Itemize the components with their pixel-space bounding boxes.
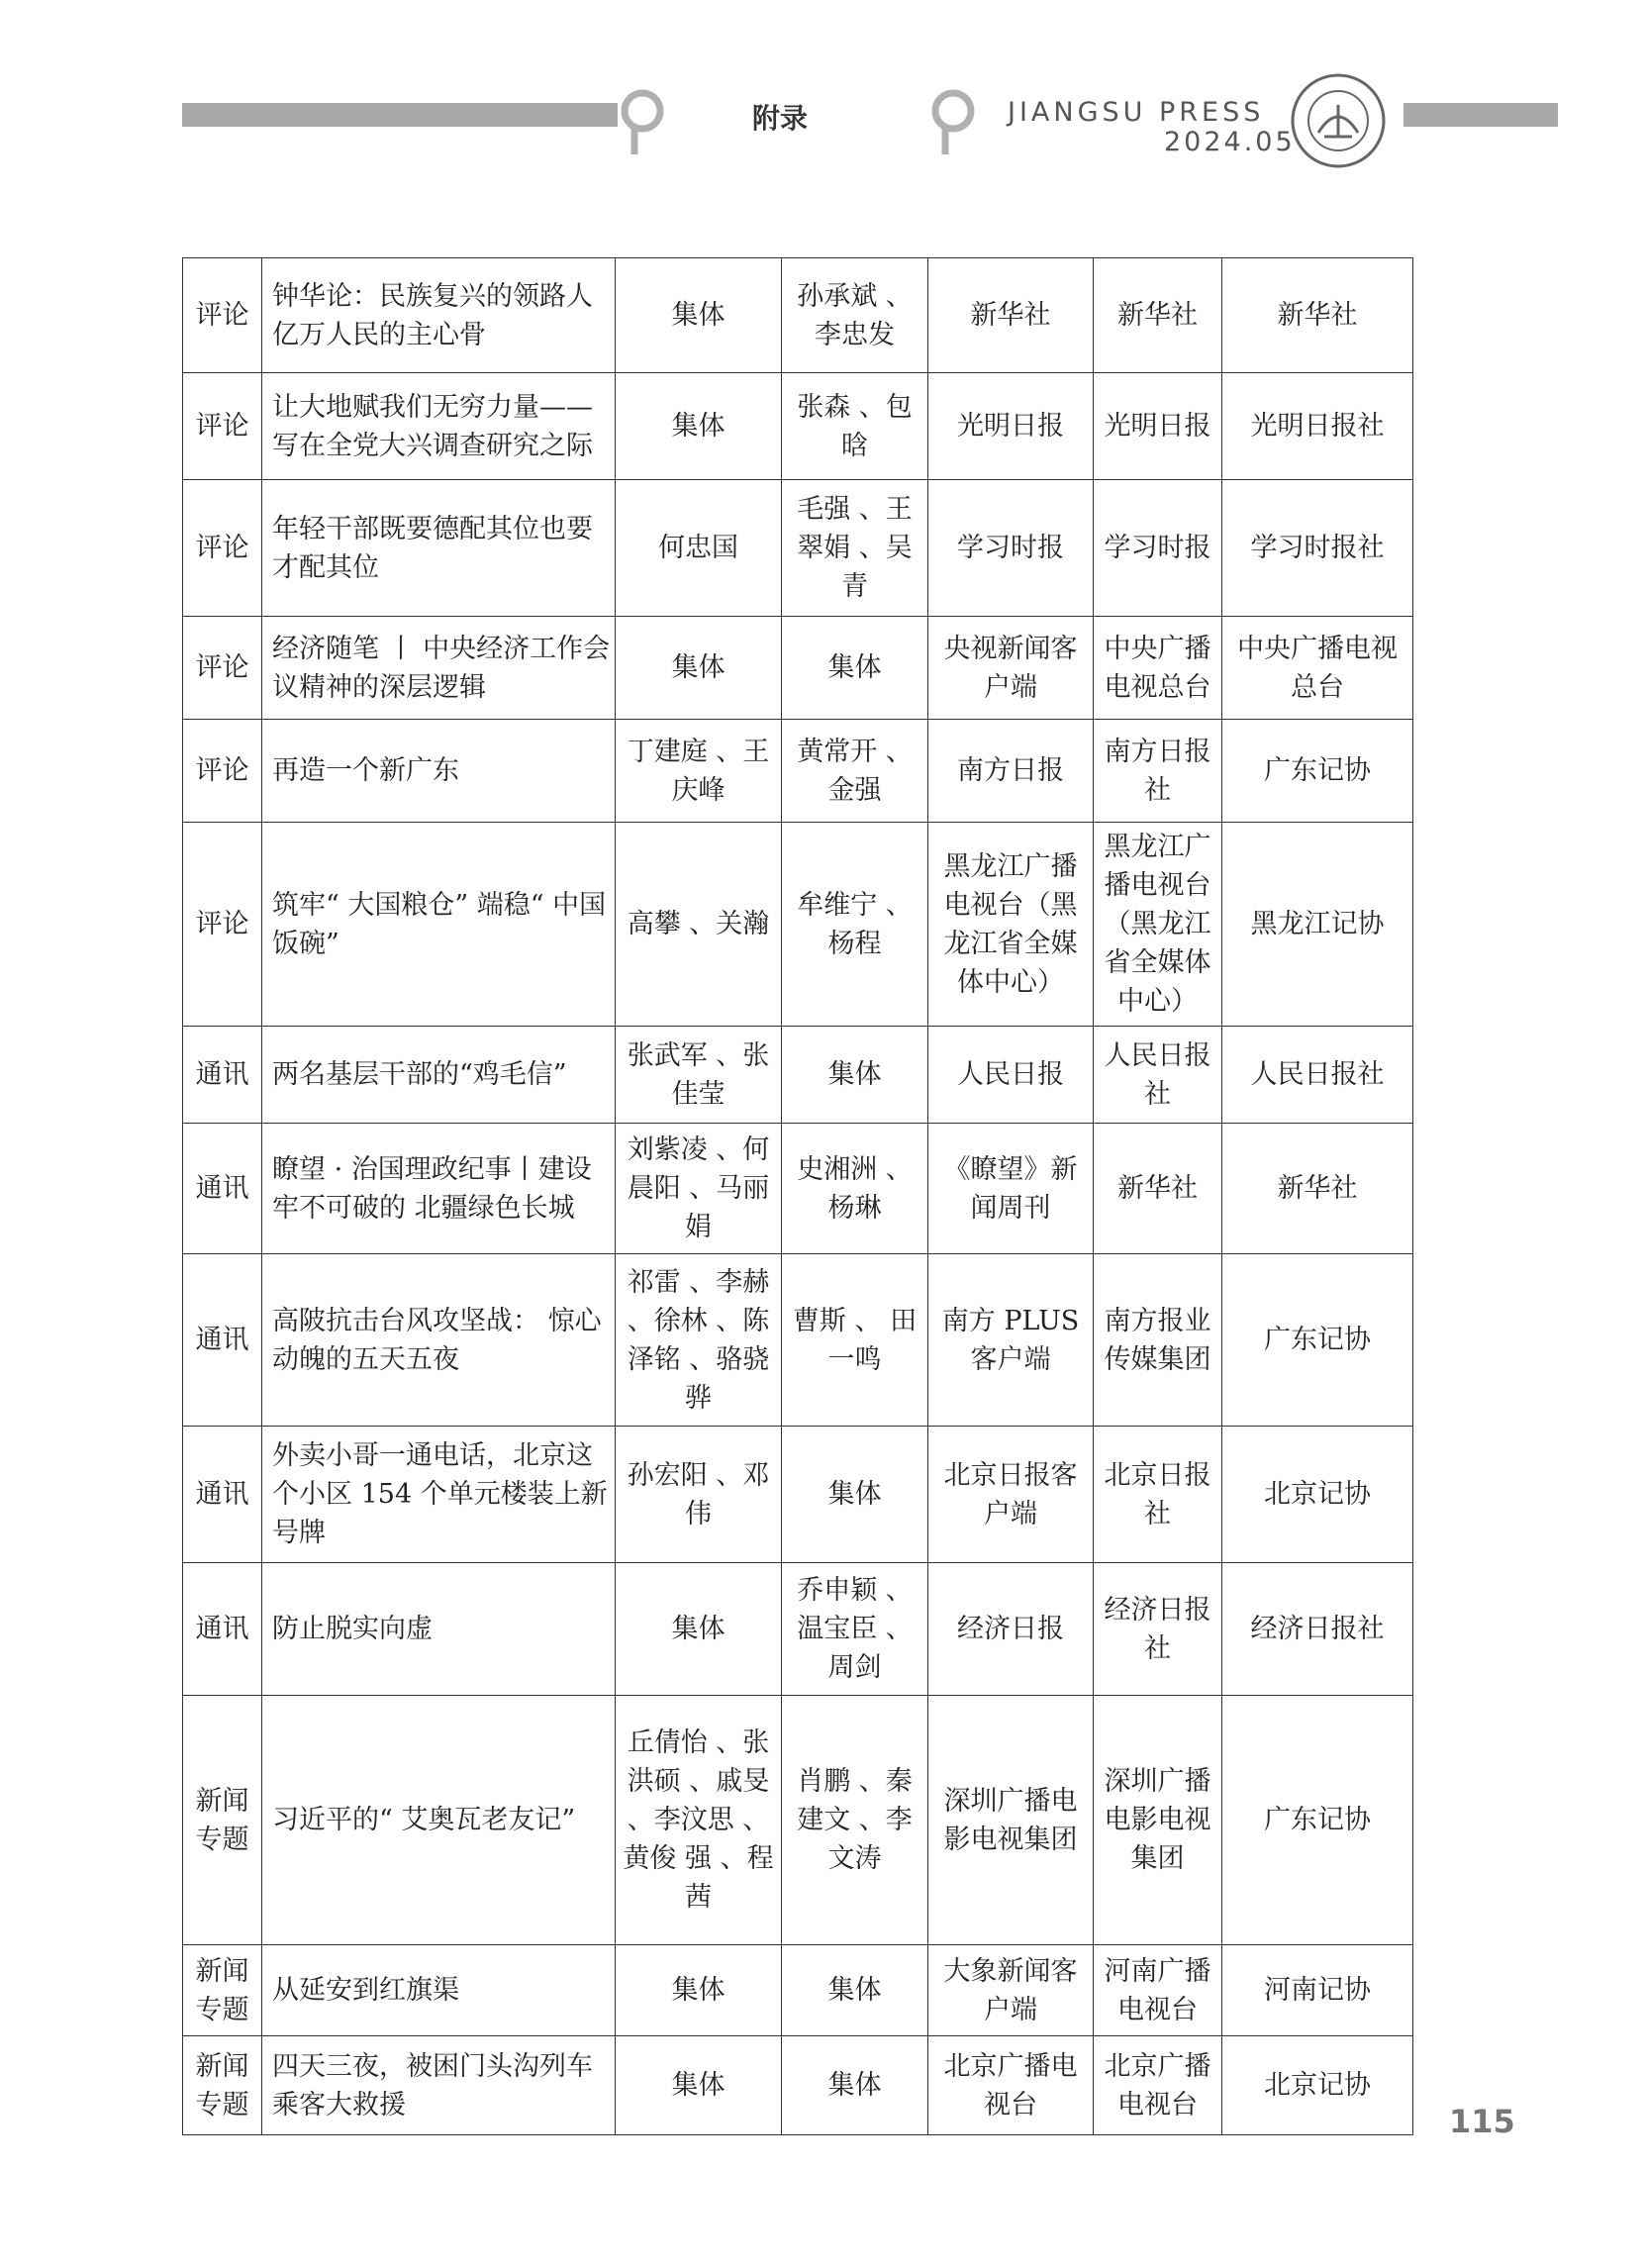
title-cell: 两名基层干部的“鸡毛信” bbox=[262, 1027, 616, 1124]
category-cell: 通讯 bbox=[183, 1254, 262, 1427]
publisher-cell: 大象新闻客户端 bbox=[928, 1945, 1094, 2036]
table-row bbox=[183, 720, 1413, 823]
table-row bbox=[183, 1427, 1413, 1563]
table-row bbox=[183, 1696, 1413, 1945]
recommender-cell: 广东记协 bbox=[1222, 720, 1413, 823]
category-cell: 评论 bbox=[183, 258, 262, 373]
publisher-cell: 光明日报 bbox=[928, 373, 1094, 480]
nominator-cell: 黑龙江广播电视台（黑龙江省全媒体中心） bbox=[1094, 823, 1222, 1027]
authors-cell: 张武军 、张佳莹 bbox=[616, 1027, 782, 1124]
recommender-cell: 人民日报社 bbox=[1222, 1027, 1413, 1124]
category-cell: 新闻专题 bbox=[183, 2036, 262, 2135]
recommender-cell: 河南记协 bbox=[1222, 1945, 1413, 2036]
nominator-cell: 新华社 bbox=[1094, 258, 1222, 373]
table-row bbox=[183, 1254, 1413, 1427]
title-cell: 钟华论：民族复兴的领路人亿万人民的主心骨 bbox=[262, 258, 616, 373]
header-bar-right bbox=[1403, 103, 1558, 127]
editors-cell: 集体 bbox=[782, 617, 928, 720]
table-row bbox=[183, 823, 1413, 1027]
title-cell: 四天三夜，被困门头沟列车乘客大救援 bbox=[262, 2036, 616, 2135]
recommender-cell: 广东记协 bbox=[1222, 1254, 1413, 1427]
recommender-cell: 新华社 bbox=[1222, 1124, 1413, 1254]
table-row bbox=[183, 1124, 1413, 1254]
table-row bbox=[183, 1563, 1413, 1696]
authors-cell: 何忠国 bbox=[616, 480, 782, 617]
category-cell: 新闻专题 bbox=[183, 1696, 262, 1945]
title-cell: 筑牢“ 大国粮仓” 端稳“ 中国饭碗” bbox=[262, 823, 616, 1027]
publisher-cell: 新华社 bbox=[928, 258, 1094, 373]
issue-date: 2024.05 bbox=[1164, 127, 1296, 157]
table-row bbox=[183, 480, 1413, 617]
press-name: JIANGSU PRESS bbox=[1008, 97, 1265, 128]
editors-cell: 毛强 、王翠娟 、吴青 bbox=[782, 480, 928, 617]
title-cell: 从延安到红旗渠 bbox=[262, 1945, 616, 2036]
recommender-cell: 广东记协 bbox=[1222, 1696, 1413, 1945]
editors-cell: 集体 bbox=[782, 1427, 928, 1563]
category-cell: 通讯 bbox=[183, 1124, 262, 1254]
nominator-cell: 新华社 bbox=[1094, 1124, 1222, 1254]
title-cell: 防止脱实向虚 bbox=[262, 1563, 616, 1696]
title-cell: 年轻干部既要德配其位也要才配其位 bbox=[262, 480, 616, 617]
category-cell: 通讯 bbox=[183, 1563, 262, 1696]
authors-cell: 集体 bbox=[616, 373, 782, 480]
category-cell: 评论 bbox=[183, 617, 262, 720]
nominator-cell: 人民日报社 bbox=[1094, 1027, 1222, 1124]
association-seal-icon bbox=[1289, 71, 1388, 170]
recommender-cell: 北京记协 bbox=[1222, 2036, 1413, 2135]
authors-cell: 集体 bbox=[616, 1945, 782, 2036]
publisher-cell: 北京日报客户端 bbox=[928, 1427, 1094, 1563]
table-row bbox=[183, 373, 1413, 480]
page-number: 115 bbox=[1449, 2103, 1515, 2140]
category-cell: 通讯 bbox=[183, 1427, 262, 1563]
category-cell: 评论 bbox=[183, 480, 262, 617]
publisher-cell: 经济日报 bbox=[928, 1563, 1094, 1696]
authors-cell: 刘紫凌 、何晨阳 、马丽娟 bbox=[616, 1124, 782, 1254]
awards-table-body bbox=[183, 258, 1413, 2135]
authors-cell: 高攀 、关瀚 bbox=[616, 823, 782, 1027]
nominator-cell: 北京日报社 bbox=[1094, 1427, 1222, 1563]
nominator-cell: 河南广播电视台 bbox=[1094, 1945, 1222, 2036]
title-cell: 瞭望 · 治国理政纪事丨建设牢不可破的 北疆绿色长城 bbox=[262, 1124, 616, 1254]
nominator-cell: 北京广播电视台 bbox=[1094, 2036, 1222, 2135]
editors-cell: 集体 bbox=[782, 1027, 928, 1124]
editors-cell: 曹斯 、 田一鸣 bbox=[782, 1254, 928, 1427]
recommender-cell: 北京记协 bbox=[1222, 1427, 1413, 1563]
category-cell: 评论 bbox=[183, 373, 262, 480]
title-cell: 外卖小哥一通电话，北京这个小区 154 个单元楼装上新号牌 bbox=[262, 1427, 616, 1563]
nominator-cell: 经济日报社 bbox=[1094, 1563, 1222, 1696]
table-row bbox=[183, 258, 1413, 373]
publisher-cell: 深圳广播电影电视集团 bbox=[928, 1696, 1094, 1945]
publisher-cell: 南方 PLUS 客户端 bbox=[928, 1254, 1094, 1427]
editors-cell: 黄常开 、金强 bbox=[782, 720, 928, 823]
nominator-cell: 中央广播电视总台 bbox=[1094, 617, 1222, 720]
editors-cell: 史湘洲 、杨琳 bbox=[782, 1124, 928, 1254]
recommender-cell: 经济日报社 bbox=[1222, 1563, 1413, 1696]
category-cell: 评论 bbox=[183, 720, 262, 823]
section-title: 附录 bbox=[752, 102, 809, 135]
editors-cell: 乔申颖 、温宝臣 、周剑 bbox=[782, 1563, 928, 1696]
editors-cell: 集体 bbox=[782, 2036, 928, 2135]
table-row bbox=[183, 2036, 1413, 2135]
editors-cell: 集体 bbox=[782, 1945, 928, 2036]
nominator-cell: 学习时报 bbox=[1094, 480, 1222, 617]
nominator-cell: 深圳广播电影电视集团 bbox=[1094, 1696, 1222, 1945]
title-cell: 让大地赋我们无穷力量——写在全党大兴调查研究之际 bbox=[262, 373, 616, 480]
editors-cell: 孙承斌 、李忠发 bbox=[782, 258, 928, 373]
authors-cell: 丘倩怡 、张洪硕 、戚旻 、李汶思 、黄俊 强 、程茜 bbox=[616, 1696, 782, 1945]
authors-cell: 祁雷 、李赫 、徐林 、陈泽铭 、骆骁骅 bbox=[616, 1254, 782, 1427]
authors-cell: 集体 bbox=[616, 617, 782, 720]
authors-cell: 集体 bbox=[616, 258, 782, 373]
table-row bbox=[183, 1945, 1413, 2036]
category-cell: 新闻专题 bbox=[183, 1945, 262, 2036]
editors-cell: 肖鹏 、秦建文 、李文涛 bbox=[782, 1696, 928, 1945]
authors-cell: 孙宏阳 、邓伟 bbox=[616, 1427, 782, 1563]
publisher-cell: 黑龙江广播电视台（黑龙江省全媒体中心） bbox=[928, 823, 1094, 1027]
header-bar-left bbox=[182, 103, 618, 127]
publisher-cell: 央视新闻客户端 bbox=[928, 617, 1094, 720]
publisher-cell: 学习时报 bbox=[928, 480, 1094, 617]
awards-table bbox=[182, 257, 1413, 2135]
publisher-cell: 北京广播电视台 bbox=[928, 2036, 1094, 2135]
recommender-cell: 光明日报社 bbox=[1222, 373, 1413, 480]
table-row bbox=[183, 617, 1413, 720]
recommender-cell: 黑龙江记协 bbox=[1222, 823, 1413, 1027]
pin-icon bbox=[926, 87, 980, 156]
title-cell: 经济随笔 丨 中央经济工作会议精神的深层逻辑 bbox=[262, 617, 616, 720]
category-cell: 评论 bbox=[183, 823, 262, 1027]
publisher-cell: 《瞭望》新闻周刊 bbox=[928, 1124, 1094, 1254]
authors-cell: 集体 bbox=[616, 2036, 782, 2135]
table-row bbox=[183, 1027, 1413, 1124]
recommender-cell: 学习时报社 bbox=[1222, 480, 1413, 617]
publisher-cell: 南方日报 bbox=[928, 720, 1094, 823]
title-cell: 习近平的“ 艾奥瓦老友记” bbox=[262, 1696, 616, 1945]
authors-cell: 集体 bbox=[616, 1563, 782, 1696]
title-cell: 再造一个新广东 bbox=[262, 720, 616, 823]
nominator-cell: 南方报业传媒集团 bbox=[1094, 1254, 1222, 1427]
category-cell: 通讯 bbox=[183, 1027, 262, 1124]
publisher-cell: 人民日报 bbox=[928, 1027, 1094, 1124]
pin-icon bbox=[616, 87, 669, 156]
editors-cell: 张森 、包晗 bbox=[782, 373, 928, 480]
recommender-cell: 新华社 bbox=[1222, 258, 1413, 373]
recommender-cell: 中央广播电视总台 bbox=[1222, 617, 1413, 720]
nominator-cell: 光明日报 bbox=[1094, 373, 1222, 480]
editors-cell: 牟维宁 、杨程 bbox=[782, 823, 928, 1027]
nominator-cell: 南方日报社 bbox=[1094, 720, 1222, 823]
title-cell: 高陂抗击台风攻坚战： 惊心动魄的五天五夜 bbox=[262, 1254, 616, 1427]
authors-cell: 丁建庭 、王庆峰 bbox=[616, 720, 782, 823]
